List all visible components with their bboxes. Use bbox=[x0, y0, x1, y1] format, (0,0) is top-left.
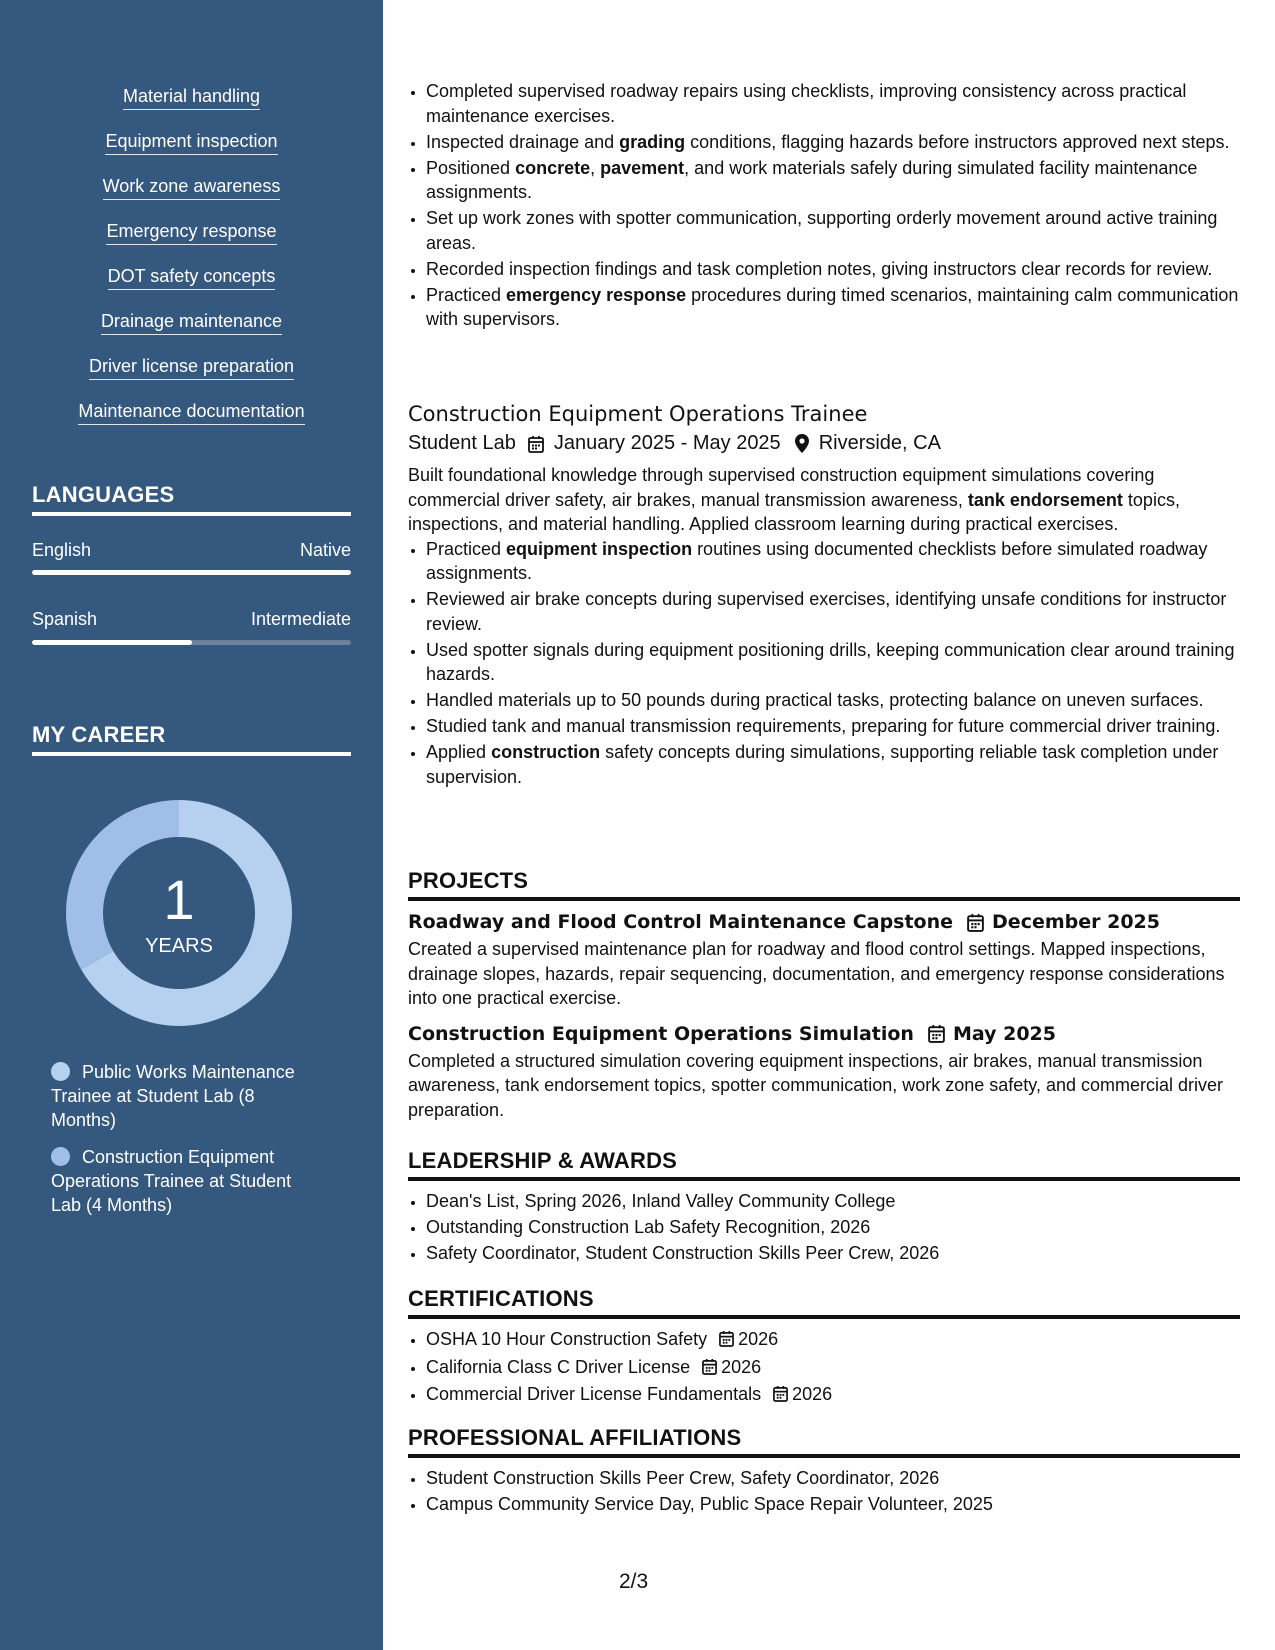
experience-bullets-top bbox=[408, 79, 1258, 333]
bullet-item bbox=[426, 714, 1240, 739]
project-title-row bbox=[408, 911, 1240, 933]
text-run: , and work materials safely during simulated facility maintenance assignments. bbox=[426, 157, 1198, 202]
career-heading: MY CAREER bbox=[32, 722, 351, 756]
job-entry bbox=[408, 402, 1240, 791]
text-run: Practiced bbox=[426, 538, 507, 559]
text-run: Studied tank and manual transmission requirements, preparing for future commercial driver training. bbox=[426, 716, 1221, 736]
leadership-item: • Dean's List, Spring 2026, Inland Valley Community College bbox=[426, 1189, 1240, 1214]
page-number: 2/3 bbox=[619, 1570, 649, 1593]
job-company: Student Lab bbox=[408, 432, 516, 454]
leadership-item: • Safety Coordinator, Student Construction Skills Peer Crew, 2026 bbox=[426, 1241, 1240, 1266]
text-run: Handled materials up to 50 pounds during practical tasks, protecting balance on uneven surfaces. bbox=[426, 690, 1204, 710]
bold-keyword: grading bbox=[619, 131, 686, 152]
bold-keyword: emergency response bbox=[506, 284, 687, 305]
affiliation-item: • Student Construction Skills Peer Crew, Safety Coordinator, 2026 bbox=[426, 1466, 1240, 1491]
skill-item: Maintenance documentation bbox=[78, 399, 304, 425]
bullet-item bbox=[426, 283, 1258, 332]
career-donut-chart bbox=[66, 800, 292, 1026]
text-run: Inspected drainage and bbox=[426, 131, 620, 152]
bullet-item bbox=[426, 638, 1240, 687]
project-title-row bbox=[408, 1023, 1240, 1045]
text-run: safety concepts during simulations, supporting reliable task completion under supervision. bbox=[426, 742, 1219, 787]
certification-item bbox=[426, 1355, 1240, 1380]
career-label: Construction Equipment Operations Trainee at Student Lab (4 Months) bbox=[51, 1147, 292, 1215]
certification-name: Commercial Driver License Fundamentals bbox=[426, 1384, 762, 1404]
leadership-section bbox=[408, 1148, 1240, 1267]
bullet-item bbox=[426, 740, 1240, 789]
skill-item: Emergency response bbox=[106, 219, 276, 245]
career-total: 1 bbox=[163, 868, 195, 931]
bold-keyword: equipment inspection bbox=[506, 538, 693, 559]
main-content bbox=[408, 0, 1240, 1650]
donut-center bbox=[66, 800, 292, 1026]
leadership-heading: LEADERSHIP & AWARDS bbox=[408, 1148, 1240, 1181]
skill-item: DOT safety concepts bbox=[108, 264, 276, 290]
calendar-icon bbox=[773, 1385, 788, 1402]
calendar-icon bbox=[967, 913, 984, 932]
text-run: Recorded inspection findings and task completion notes, giving instructors clear records for review. bbox=[426, 258, 1213, 279]
project-date: December 2025 bbox=[992, 911, 1160, 933]
certifications-heading: CERTIFICATIONS bbox=[408, 1286, 1240, 1319]
certification-item bbox=[426, 1382, 1240, 1407]
career-legend bbox=[51, 1060, 321, 1230]
certifications-list bbox=[408, 1327, 1240, 1407]
certification-name: California Class C Driver License bbox=[426, 1356, 691, 1377]
language-bar-fill bbox=[32, 640, 192, 645]
calendar-icon bbox=[702, 1358, 717, 1375]
job-meta bbox=[408, 432, 1240, 455]
project-date: May 2025 bbox=[952, 1022, 1056, 1045]
project-description: Completed a structured simulation covering equipment inspections, air brakes, manual transmission awareness, tank endorsement topics, spotter communication, work zone safety, and commercial driver preparation. bbox=[408, 1050, 1224, 1120]
certification-year: 2026 bbox=[792, 1384, 833, 1404]
languages-heading: LANGUAGES bbox=[32, 482, 351, 516]
skills-list bbox=[0, 84, 383, 444]
skill-item: Equipment inspection bbox=[105, 129, 277, 155]
bullet-item bbox=[426, 257, 1258, 282]
career-legend-item bbox=[51, 1060, 321, 1132]
language-level: Native bbox=[299, 540, 351, 560]
text-run: Reviewed air brake concepts during supervised exercises, identifying unsafe conditions for instructor review. bbox=[426, 589, 1227, 634]
affiliations-section bbox=[408, 1425, 1240, 1518]
text-run: Completed supervised roadway repairs using checklists, improving consistency across practical maintenance exercises. bbox=[426, 81, 1187, 126]
language-bar-spanish bbox=[32, 640, 351, 645]
certification-item bbox=[426, 1327, 1240, 1352]
certification-year: 2026 bbox=[721, 1356, 762, 1377]
career-label: Public Works Maintenance Trainee at Student Lab (8 Months) bbox=[51, 1062, 295, 1130]
sidebar bbox=[0, 0, 383, 1650]
bullet-item bbox=[426, 537, 1240, 586]
language-level: Intermediate bbox=[250, 609, 351, 629]
language-row-english bbox=[32, 540, 351, 561]
skill-item: Driver license preparation bbox=[89, 354, 294, 380]
bold-keyword: pavement bbox=[600, 157, 685, 178]
text-run: Applied bbox=[426, 742, 492, 762]
bullet-item bbox=[426, 156, 1258, 205]
text-run: procedures during timed scenarios, maintaining calm communication with supervisors. bbox=[426, 284, 1239, 329]
bullet-item bbox=[426, 688, 1240, 713]
bold-keyword: tank endorsement bbox=[967, 489, 1123, 510]
language-bar-english bbox=[32, 570, 351, 575]
text-run: , bbox=[590, 157, 601, 178]
text-run: Built foundational knowledge through supervised construction equipment simulations covering commercial driver safety, air brakes, manual transmission awareness, bbox=[408, 465, 1155, 510]
bullet-item bbox=[426, 130, 1258, 155]
project-description: Created a supervised maintenance plan for roadway and flood control settings. Mapped inspections, drainage slopes, hazards, repair sequencing, documentation, and emergency response considerations into one practical exercise. bbox=[408, 939, 1225, 1008]
career-unit: YEARS bbox=[145, 935, 213, 957]
skill-item: Work zone awareness bbox=[103, 174, 281, 200]
bullet-item bbox=[426, 587, 1240, 636]
skill-item: Material handling bbox=[123, 84, 260, 110]
language-name: Spanish bbox=[32, 609, 98, 629]
bold-keyword: concrete bbox=[515, 157, 591, 178]
affiliation-item: • Campus Community Service Day, Public Space Repair Volunteer, 2025 bbox=[426, 1492, 1240, 1517]
projects-heading: PROJECTS bbox=[408, 868, 1240, 901]
bullet-item bbox=[426, 206, 1258, 255]
job-location: Riverside, CA bbox=[818, 432, 941, 454]
project-title: Construction Equipment Operations Simulation bbox=[408, 1022, 914, 1045]
language-bar-fill bbox=[32, 570, 351, 575]
calendar-icon bbox=[928, 1024, 945, 1043]
skill-item: Drainage maintenance bbox=[101, 309, 282, 335]
leadership-list bbox=[408, 1189, 1240, 1266]
text-run: Used spotter signals during equipment positioning drills, keeping communication clear around training hazards. bbox=[426, 639, 1235, 684]
leadership-item: • Outstanding Construction Lab Safety Recognition, 2026 bbox=[426, 1215, 1240, 1240]
certifications-section bbox=[408, 1286, 1240, 1410]
bold-keyword: construction bbox=[491, 742, 601, 762]
legend-dot bbox=[51, 1062, 70, 1081]
text-run: topics, inspections, and material handling. Applied classroom learning during practical exercises. bbox=[408, 489, 1180, 534]
job-title: Construction Equipment Operations Trainee bbox=[408, 402, 868, 426]
location-pin-icon bbox=[795, 434, 809, 453]
language-row-spanish bbox=[32, 609, 351, 630]
legend-dot bbox=[51, 1147, 70, 1166]
affiliations-heading: PROFESSIONAL AFFILIATIONS bbox=[408, 1425, 1240, 1458]
career-legend-item bbox=[51, 1145, 321, 1217]
certification-year: 2026 bbox=[738, 1329, 779, 1349]
certification-name: OSHA 10 Hour Construction Safety bbox=[426, 1329, 708, 1349]
text-run: conditions, flagging hazards before instructors approved next steps. bbox=[685, 131, 1230, 152]
project-title: Roadway and Flood Control Maintenance Capstone bbox=[408, 911, 954, 933]
bullet-item bbox=[426, 79, 1258, 128]
calendar-icon bbox=[528, 435, 544, 453]
language-name: English bbox=[32, 540, 92, 560]
text-run: Set up work zones with spotter communication, supporting orderly movement around active training areas. bbox=[426, 208, 1218, 253]
job-bullets bbox=[408, 537, 1240, 790]
text-run: routines using documented checklists before simulated roadway assignments. bbox=[426, 538, 1208, 583]
text-run: Practiced bbox=[426, 284, 507, 305]
calendar-icon bbox=[719, 1330, 734, 1347]
text-run: Positioned bbox=[426, 157, 516, 178]
job-summary bbox=[408, 463, 1240, 537]
affiliations-list bbox=[408, 1466, 1240, 1517]
job-dates: January 2025 - May 2025 bbox=[553, 432, 781, 454]
projects-section bbox=[408, 868, 1240, 1122]
